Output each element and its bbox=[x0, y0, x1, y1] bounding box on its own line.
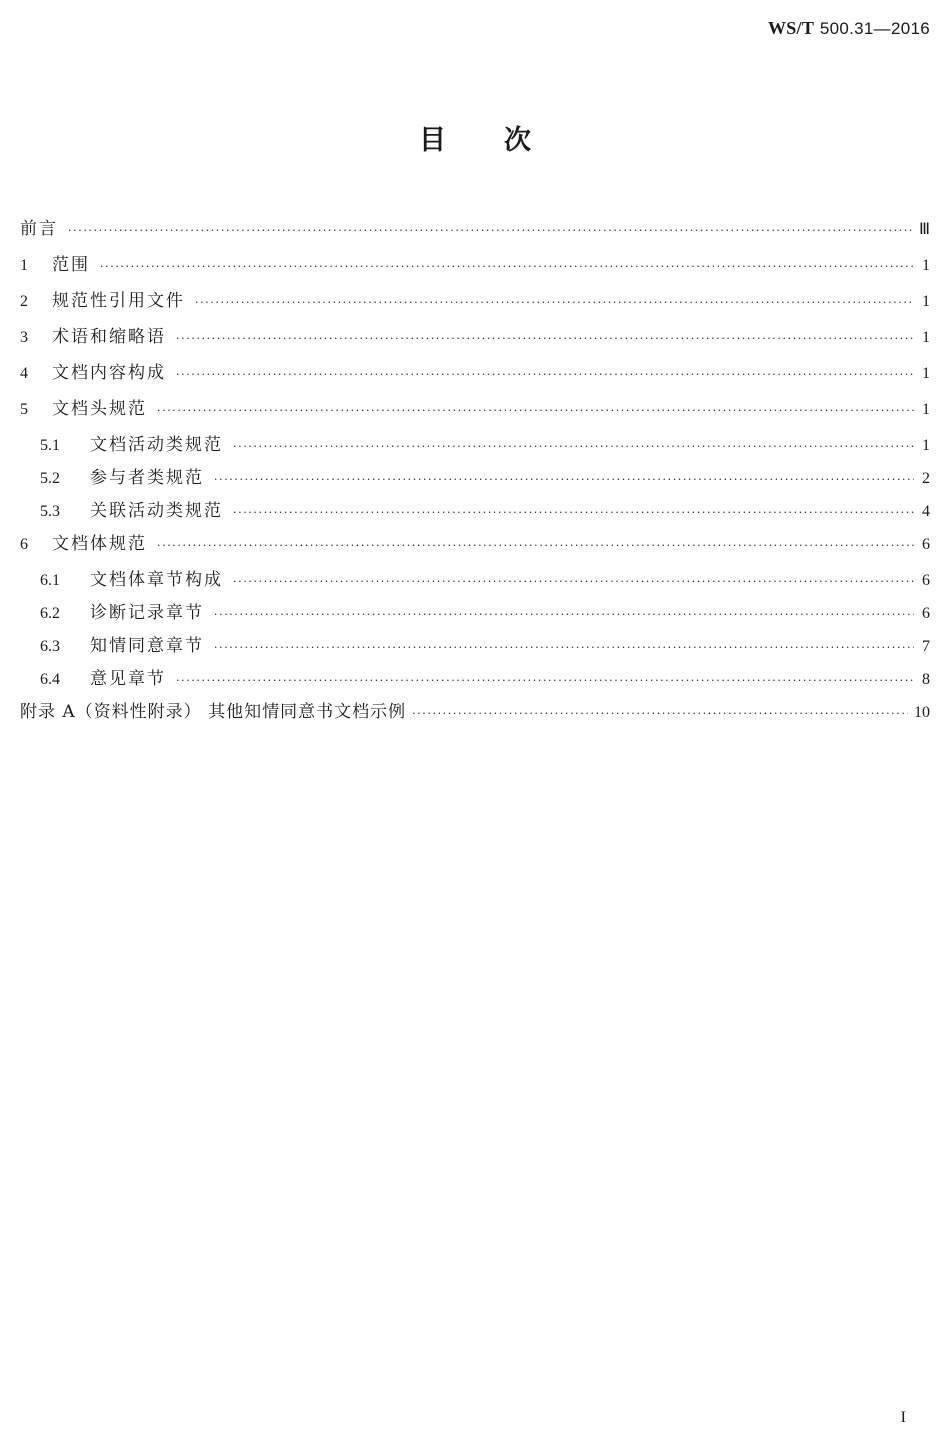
toc-page: Ⅲ bbox=[918, 221, 930, 238]
toc-page: 1 bbox=[922, 401, 930, 418]
toc-entry-appendix-a[interactable] bbox=[20, 697, 930, 733]
toc-label: 关联活动类规范 bbox=[90, 501, 223, 521]
toc-page: 7 bbox=[922, 638, 930, 655]
toc-number: 5.1 bbox=[40, 437, 60, 454]
dot-leader bbox=[176, 332, 914, 345]
toc-label: 参与者类规范 bbox=[90, 468, 204, 488]
dot-leader bbox=[176, 674, 914, 687]
toc-label: 术语和缩略语 bbox=[52, 327, 166, 347]
toc-subentry[interactable] bbox=[20, 430, 930, 463]
toc-page: 1 bbox=[922, 257, 930, 274]
toc-entry[interactable] bbox=[20, 394, 930, 430]
toc-number: 5 bbox=[20, 401, 28, 418]
dot-leader bbox=[195, 296, 914, 309]
toc-label: 规范性引用文件 bbox=[52, 291, 185, 311]
toc-label: 意见章节 bbox=[90, 669, 166, 689]
toc-number: 6.2 bbox=[40, 605, 60, 622]
toc-entry[interactable] bbox=[20, 286, 930, 322]
toc-page: 1 bbox=[922, 437, 930, 454]
toc-number: 1 bbox=[20, 257, 28, 274]
toc-subentry[interactable] bbox=[20, 598, 930, 631]
toc-number: 6 bbox=[20, 536, 28, 553]
dot-leader bbox=[100, 260, 914, 273]
toc-entry[interactable] bbox=[20, 529, 930, 565]
toc-entry[interactable] bbox=[20, 322, 930, 358]
dot-leader bbox=[233, 440, 914, 453]
toc-page: 4 bbox=[922, 503, 930, 520]
toc-label: 前言 bbox=[20, 219, 58, 239]
dot-leader bbox=[68, 224, 913, 237]
toc-number: 6.1 bbox=[40, 572, 60, 589]
dot-leader bbox=[157, 539, 914, 552]
toc-page: 10 bbox=[914, 704, 930, 721]
toc-subentry[interactable] bbox=[20, 664, 930, 697]
dot-leader bbox=[214, 641, 914, 654]
toc-entry-foreword[interactable] bbox=[20, 214, 930, 250]
page-title bbox=[0, 118, 950, 157]
standard-prefix: WS/T bbox=[767, 18, 815, 38]
toc-label: 附录 A（资料性附录） 其他知情同意书文档示例 bbox=[20, 702, 407, 722]
toc-number: 3 bbox=[20, 329, 28, 346]
toc-entry[interactable] bbox=[20, 358, 930, 394]
toc-number: 4 bbox=[20, 365, 28, 382]
toc-page: 1 bbox=[922, 329, 930, 346]
dot-leader bbox=[233, 506, 914, 519]
toc-number: 6.3 bbox=[40, 638, 60, 655]
toc-page: 6 bbox=[922, 536, 930, 553]
toc-entry[interactable] bbox=[20, 250, 930, 286]
dot-leader bbox=[157, 404, 914, 417]
page-number: I bbox=[900, 1409, 906, 1426]
toc-label: 文档活动类规范 bbox=[90, 435, 223, 455]
toc-subentry[interactable] bbox=[20, 631, 930, 664]
dot-leader bbox=[214, 608, 914, 621]
toc-number: 2 bbox=[20, 293, 28, 310]
toc-number: 5.3 bbox=[40, 503, 60, 520]
toc-page: 2 bbox=[922, 470, 930, 487]
toc-page: 6 bbox=[922, 572, 930, 589]
standard-number bbox=[768, 18, 930, 39]
toc-subentry[interactable] bbox=[20, 463, 930, 496]
toc-page: 6 bbox=[922, 605, 930, 622]
title-char-2: 次 bbox=[504, 125, 531, 156]
toc-label: 文档体规范 bbox=[52, 534, 147, 554]
toc-label: 知情同意章节 bbox=[90, 636, 204, 656]
dot-leader bbox=[233, 575, 914, 588]
toc-label: 诊断记录章节 bbox=[90, 603, 204, 623]
toc-page: 1 bbox=[922, 293, 930, 310]
toc-page: 1 bbox=[922, 365, 930, 382]
table-of-contents bbox=[20, 214, 930, 733]
toc-subentry[interactable] bbox=[20, 565, 930, 598]
dot-leader bbox=[412, 707, 908, 720]
toc-label: 范围 bbox=[52, 255, 90, 275]
toc-label: 文档体章节构成 bbox=[90, 570, 223, 590]
dot-leader bbox=[176, 368, 914, 381]
dot-leader bbox=[214, 473, 914, 486]
toc-subentry[interactable] bbox=[20, 496, 930, 529]
toc-number: 5.2 bbox=[40, 470, 60, 487]
standard-code: 500.31—2016 bbox=[819, 19, 930, 38]
toc-label: 文档内容构成 bbox=[52, 363, 166, 383]
toc-number: 6.4 bbox=[40, 671, 60, 688]
toc-page: 8 bbox=[922, 671, 930, 688]
title-char-1: 目 bbox=[419, 125, 446, 156]
toc-label: 文档头规范 bbox=[52, 399, 147, 419]
